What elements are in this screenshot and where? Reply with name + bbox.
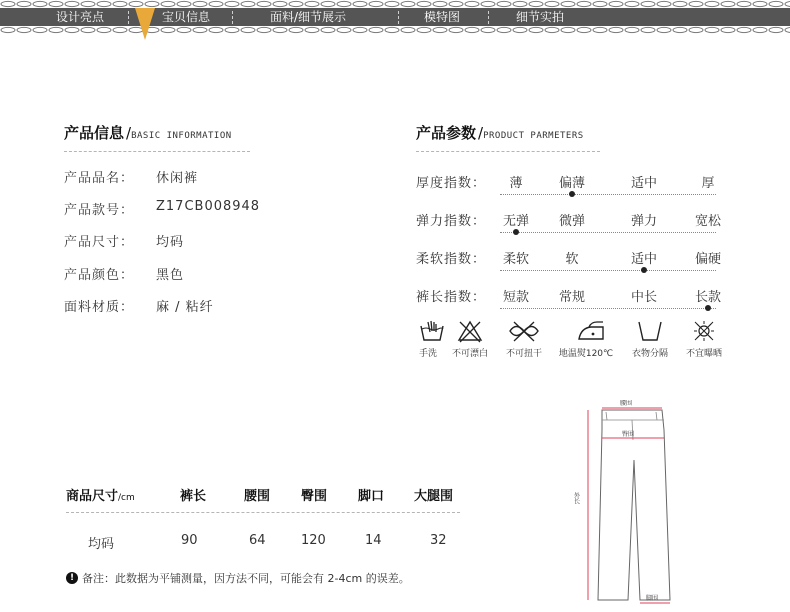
hand-wash-icon xyxy=(418,318,446,344)
param-option: 无弹 xyxy=(502,214,530,229)
care-label-no-wring: 不可扭干 xyxy=(505,349,543,359)
param-section-title xyxy=(416,122,584,143)
size-cell-thigh: 32 xyxy=(430,533,447,548)
nav-chain-border-bottom xyxy=(0,26,790,34)
param-option: 长款 xyxy=(694,290,722,305)
info-value: 休闲裤 xyxy=(156,171,199,186)
separate-wash-icon xyxy=(636,318,664,344)
param-selected-dot xyxy=(569,191,575,197)
param-option: 常规 xyxy=(558,290,586,305)
nav-separator xyxy=(398,11,399,24)
no-bleach-icon xyxy=(456,318,484,344)
param-label: 厚度指数： xyxy=(416,176,487,191)
param-option: 宽松 xyxy=(694,214,722,229)
param-option: 微弹 xyxy=(558,214,586,229)
size-cell-length: 90 xyxy=(181,533,198,548)
size-col-hip: 臀围 xyxy=(301,489,328,504)
param-option: 柔软 xyxy=(502,252,530,267)
param-divider xyxy=(416,151,600,152)
info-value: 黑色 xyxy=(156,268,185,283)
param-option: 软 xyxy=(565,252,579,267)
nav-bar xyxy=(0,8,790,26)
param-option: 厚 xyxy=(701,176,715,191)
size-table-title-text: 商品尺寸 xyxy=(66,489,119,504)
care-label-separate: 衣物分隔 xyxy=(631,349,669,359)
param-scale-line xyxy=(500,232,716,233)
nav-separator xyxy=(128,11,129,24)
info-label: 产品尺寸： xyxy=(64,235,135,250)
param-option: 偏硬 xyxy=(694,252,722,267)
param-option: 偏薄 xyxy=(558,176,586,191)
size-col-length: 裤长 xyxy=(180,489,207,504)
param-option: 适中 xyxy=(630,176,658,191)
param-label: 柔软指数： xyxy=(416,252,487,267)
nav-separator xyxy=(488,11,489,24)
size-row-label: 均码 xyxy=(88,537,115,552)
info-value: Z17CB008948 xyxy=(156,199,261,214)
info-value: 均码 xyxy=(156,235,185,250)
no-wring-icon xyxy=(507,318,541,344)
param-selected-dot xyxy=(705,305,711,311)
waist-label: 腰围 xyxy=(620,400,633,407)
pants-measurement-diagram xyxy=(570,400,710,610)
low-iron-icon xyxy=(575,318,609,344)
info-label: 产品品名： xyxy=(64,171,135,186)
active-tab-indicator-icon xyxy=(135,8,155,40)
nav-item-design[interactable]: 设计亮点 xyxy=(56,10,105,24)
param-title-text: 产品参数 xyxy=(416,124,477,142)
info-title-text: 产品信息 xyxy=(64,124,125,142)
care-label-iron: 地温熨120℃ xyxy=(558,349,614,359)
param-option: 适中 xyxy=(630,252,658,267)
length-label: 外长 xyxy=(572,492,580,504)
hip-label: 臀围 xyxy=(622,431,635,438)
param-selected-dot xyxy=(513,229,519,235)
care-label-no-bleach: 不可漂白 xyxy=(451,349,489,359)
size-table-header-title xyxy=(66,485,135,504)
param-option: 中长 xyxy=(630,290,658,305)
size-cell-hip: 120 xyxy=(301,533,326,548)
param-title-subtitle: PRODUCT PARMETERS xyxy=(483,131,584,141)
param-scale-line xyxy=(500,194,716,195)
size-col-hem: 脚口 xyxy=(358,489,385,504)
nav-item-detail[interactable]: 细节实拍 xyxy=(516,10,565,24)
nav-item-fabric[interactable]: 面料/细节展示 xyxy=(270,10,347,24)
param-title-slash: / xyxy=(478,124,484,142)
info-divider xyxy=(64,151,250,152)
nav-item-info[interactable]: 宝贝信息 xyxy=(162,10,211,24)
info-label: 产品款号： xyxy=(64,203,135,218)
param-option: 薄 xyxy=(509,176,523,191)
param-label: 弹力指数： xyxy=(416,214,487,229)
hem-label: 脚围 xyxy=(646,595,659,602)
param-option: 短款 xyxy=(502,290,530,305)
measurement-note: 备注：此数据为平铺测量，因方法不同，可能会有 2-4cm 的误差。 xyxy=(82,572,410,585)
info-title-subtitle: BASIC INFORMATION xyxy=(131,131,232,141)
size-col-thigh: 大腿围 xyxy=(414,489,454,504)
info-label: 面料材质： xyxy=(64,300,135,315)
param-scale-line xyxy=(500,270,716,271)
info-value: 麻 / 粘纤 xyxy=(156,300,214,315)
info-title-slash: / xyxy=(126,124,132,142)
size-table-divider xyxy=(66,512,460,513)
nav-separator xyxy=(232,11,233,24)
care-label-hand-wash: 手洗 xyxy=(418,349,438,359)
exclamation-icon: ! xyxy=(66,572,78,584)
info-label: 产品颜色： xyxy=(64,268,135,283)
size-col-waist: 腰围 xyxy=(244,489,271,504)
size-table-unit: /cm xyxy=(118,493,135,503)
nav-item-model[interactable]: 模特图 xyxy=(424,10,461,24)
param-selected-dot xyxy=(641,267,647,273)
size-cell-waist: 64 xyxy=(249,533,266,548)
size-cell-hem: 14 xyxy=(365,533,382,548)
param-option: 弹力 xyxy=(630,214,658,229)
info-section-title xyxy=(64,122,232,143)
param-scale-line xyxy=(500,308,716,309)
no-sun-dry-icon xyxy=(690,318,718,344)
care-label-no-sun: 不宜曝晒 xyxy=(685,349,723,359)
nav-chain-border-top xyxy=(0,0,790,8)
param-label: 裤长指数： xyxy=(416,290,487,305)
